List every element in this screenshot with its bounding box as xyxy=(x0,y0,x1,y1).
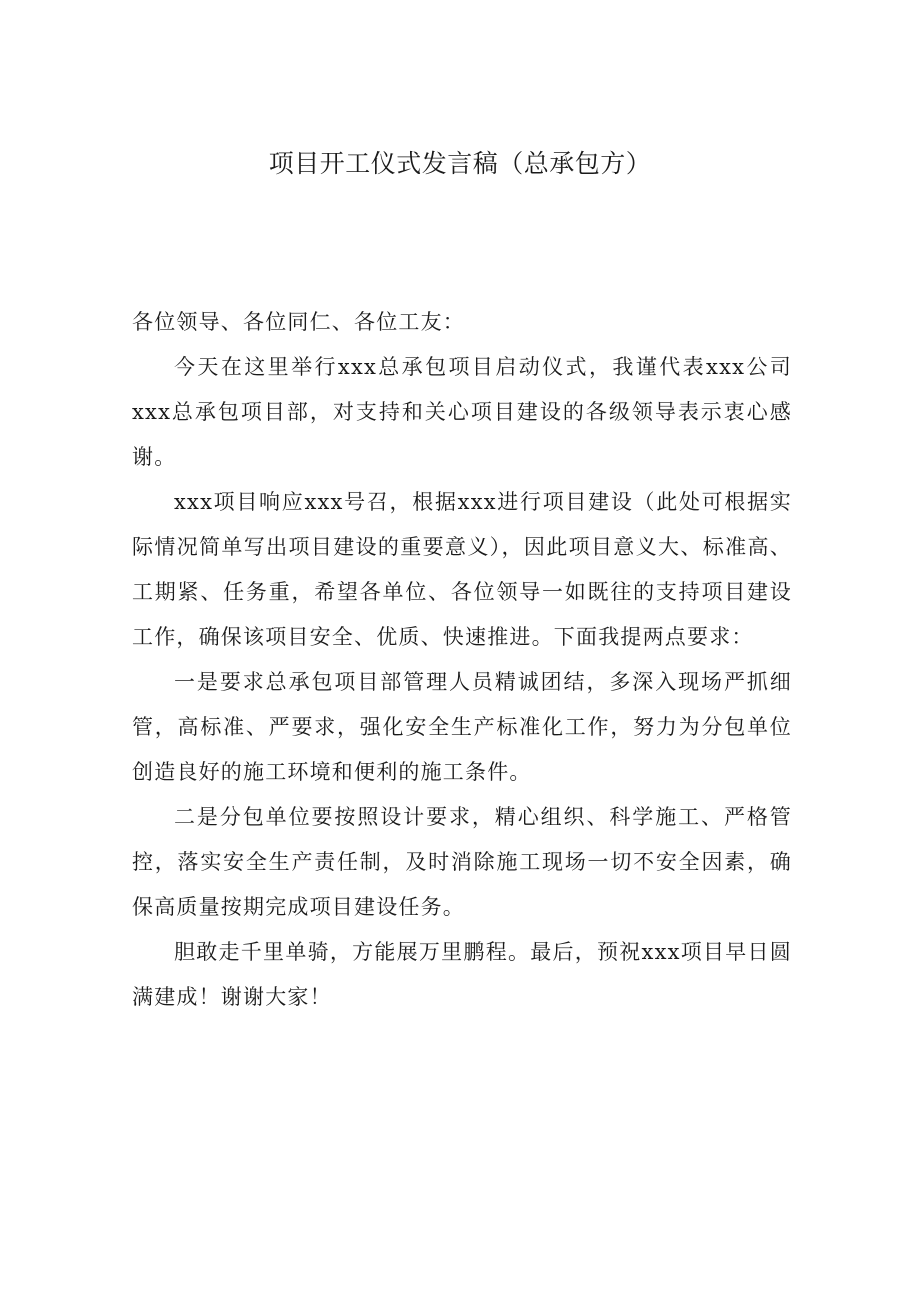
paragraph-opening: 今天在这里举行xxx总承包项目启动仪式，我谨代表xxx公司xxx总承包项目部，对支持和关心项目建设的各级领导表示衷心感谢。 xyxy=(132,355,792,469)
document-title: 项目开工仪式发言稿（总承包方） xyxy=(268,149,652,178)
paragraph-project-significance: xxx项目响应xxx号召，根据xxx进行项目建设（此处可根据实际情况简单写出项目建设的重要意义），因此项目意义大、标准高、工期紧、任务重，希望各单位、各位领导一如既往的支持项目建设工作，确保该项目安全、优质、快速推进。下面我提两点要求： xyxy=(132,490,792,649)
salutation: 各位领导、各位同仁、各位工友： xyxy=(132,310,465,334)
paragraph-requirement-one: 一是要求总承包项目部管理人员精诚团结，多深入现场严抓细管，高标准、严要求，强化安全生产标准化工作，努力为分包单位创造良好的施工环境和便利的施工条件。 xyxy=(132,670,792,784)
paragraph-requirement-two: 二是分包单位要按照设计要求，精心组织、科学施工、严格管控，落实安全生产责任制，及时消除施工现场一切不安全因素，确保高质量按期完成项目建设任务。 xyxy=(132,805,792,919)
paragraph-closing: 胆敢走千里单骑，方能展万里鹏程。最后，预祝xxx项目早日圆满建成！谢谢大家！ xyxy=(132,940,792,1009)
document-body xyxy=(132,300,792,1020)
